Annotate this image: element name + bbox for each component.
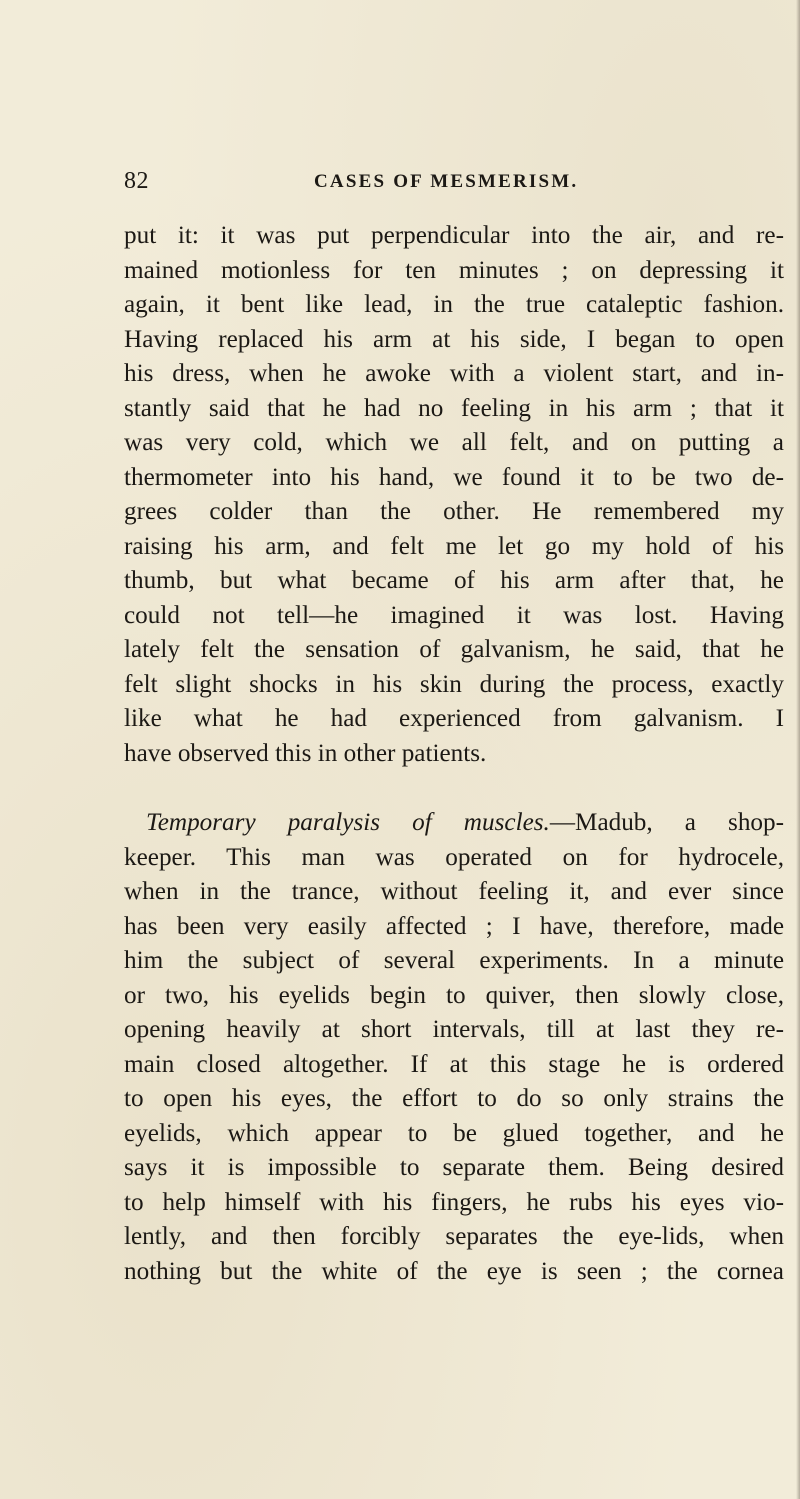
text-line: to open his eyes, the effort to do so only strains the [124, 1085, 784, 1112]
text-line: lately felt the sensation of galvanism, he said, that he [124, 636, 784, 663]
paragraph-gap [124, 771, 784, 806]
text-line: has been very easily affected ; I have, therefore, made [124, 912, 784, 940]
text-line: his dress, when he awoke with a violent start, and in- [124, 360, 784, 387]
text-line: opening heavily at short intervals, till at last they re- [124, 1016, 784, 1043]
text-line: lently, and then forcibly separates the eye-lids, when [124, 1223, 784, 1250]
text-line: like what he had experienced from galvanism. I [124, 705, 784, 732]
paragraph-1 [124, 219, 784, 771]
text-line: could not tell—he imagined it was lost. Having [124, 601, 784, 629]
text-line: thermometer into his hand, we found it to be two de- [124, 463, 784, 491]
text-line-first [124, 806, 784, 841]
text-line: felt slight shocks in his skin during the process, exactly [124, 670, 784, 698]
text-line: have observed this in other patients. [124, 739, 487, 767]
text-line: raising his arm, and felt me let go my hold of his [124, 532, 784, 560]
page-edge-shadow [796, 0, 800, 1499]
page-header [124, 168, 704, 202]
paragraph-2 [124, 806, 784, 1289]
text-line: mained motionless for ten minutes ; on depressing it [124, 256, 784, 284]
text-line: Having replaced his arm at his side, I began to open [124, 325, 784, 353]
text-line: says it is impossible to separate them. Being desired [124, 1154, 784, 1181]
page-number: 82 [124, 168, 149, 194]
text-line: when in the trance, without feeling it, and ever since [124, 878, 784, 905]
running-head: CASES OF MESMERISM. [314, 171, 579, 192]
text-line: thumb, but what became of his arm after that, he [124, 567, 784, 594]
text-line: eyelids, which appear to be glued together, and he [124, 1119, 784, 1147]
first-line-rest: —Madub, a shop- [549, 809, 784, 836]
body-text [124, 219, 784, 1289]
text-line: grees colder than the other. He remembered my [124, 498, 784, 525]
text-line: again, it bent like lead, in the true cataleptic fashion. [124, 291, 784, 318]
text-line: to help himself with his fingers, he rubs his eyes vio- [124, 1188, 784, 1216]
text-line: or two, his eyelids begin to quiver, then slowly close, [124, 981, 784, 1009]
section-heading: Temporary paralysis of muscles. [146, 809, 550, 836]
text-line: nothing but the white of the eye is seen ; the cornea [124, 1257, 784, 1285]
text-line: put it: it was put perpendicular into the air, and re- [124, 222, 784, 249]
text-line: main closed altogether. If at this stage he is ordered [124, 1050, 784, 1078]
text-line: was very cold, which we all felt, and on putting a [124, 429, 784, 456]
text-line: stantly said that he had no feeling in his arm ; that it [124, 394, 784, 422]
text-line: him the subject of several experiments. In a minute [124, 947, 784, 974]
text-line: keeper. This man was operated on for hydrocele, [124, 843, 784, 871]
